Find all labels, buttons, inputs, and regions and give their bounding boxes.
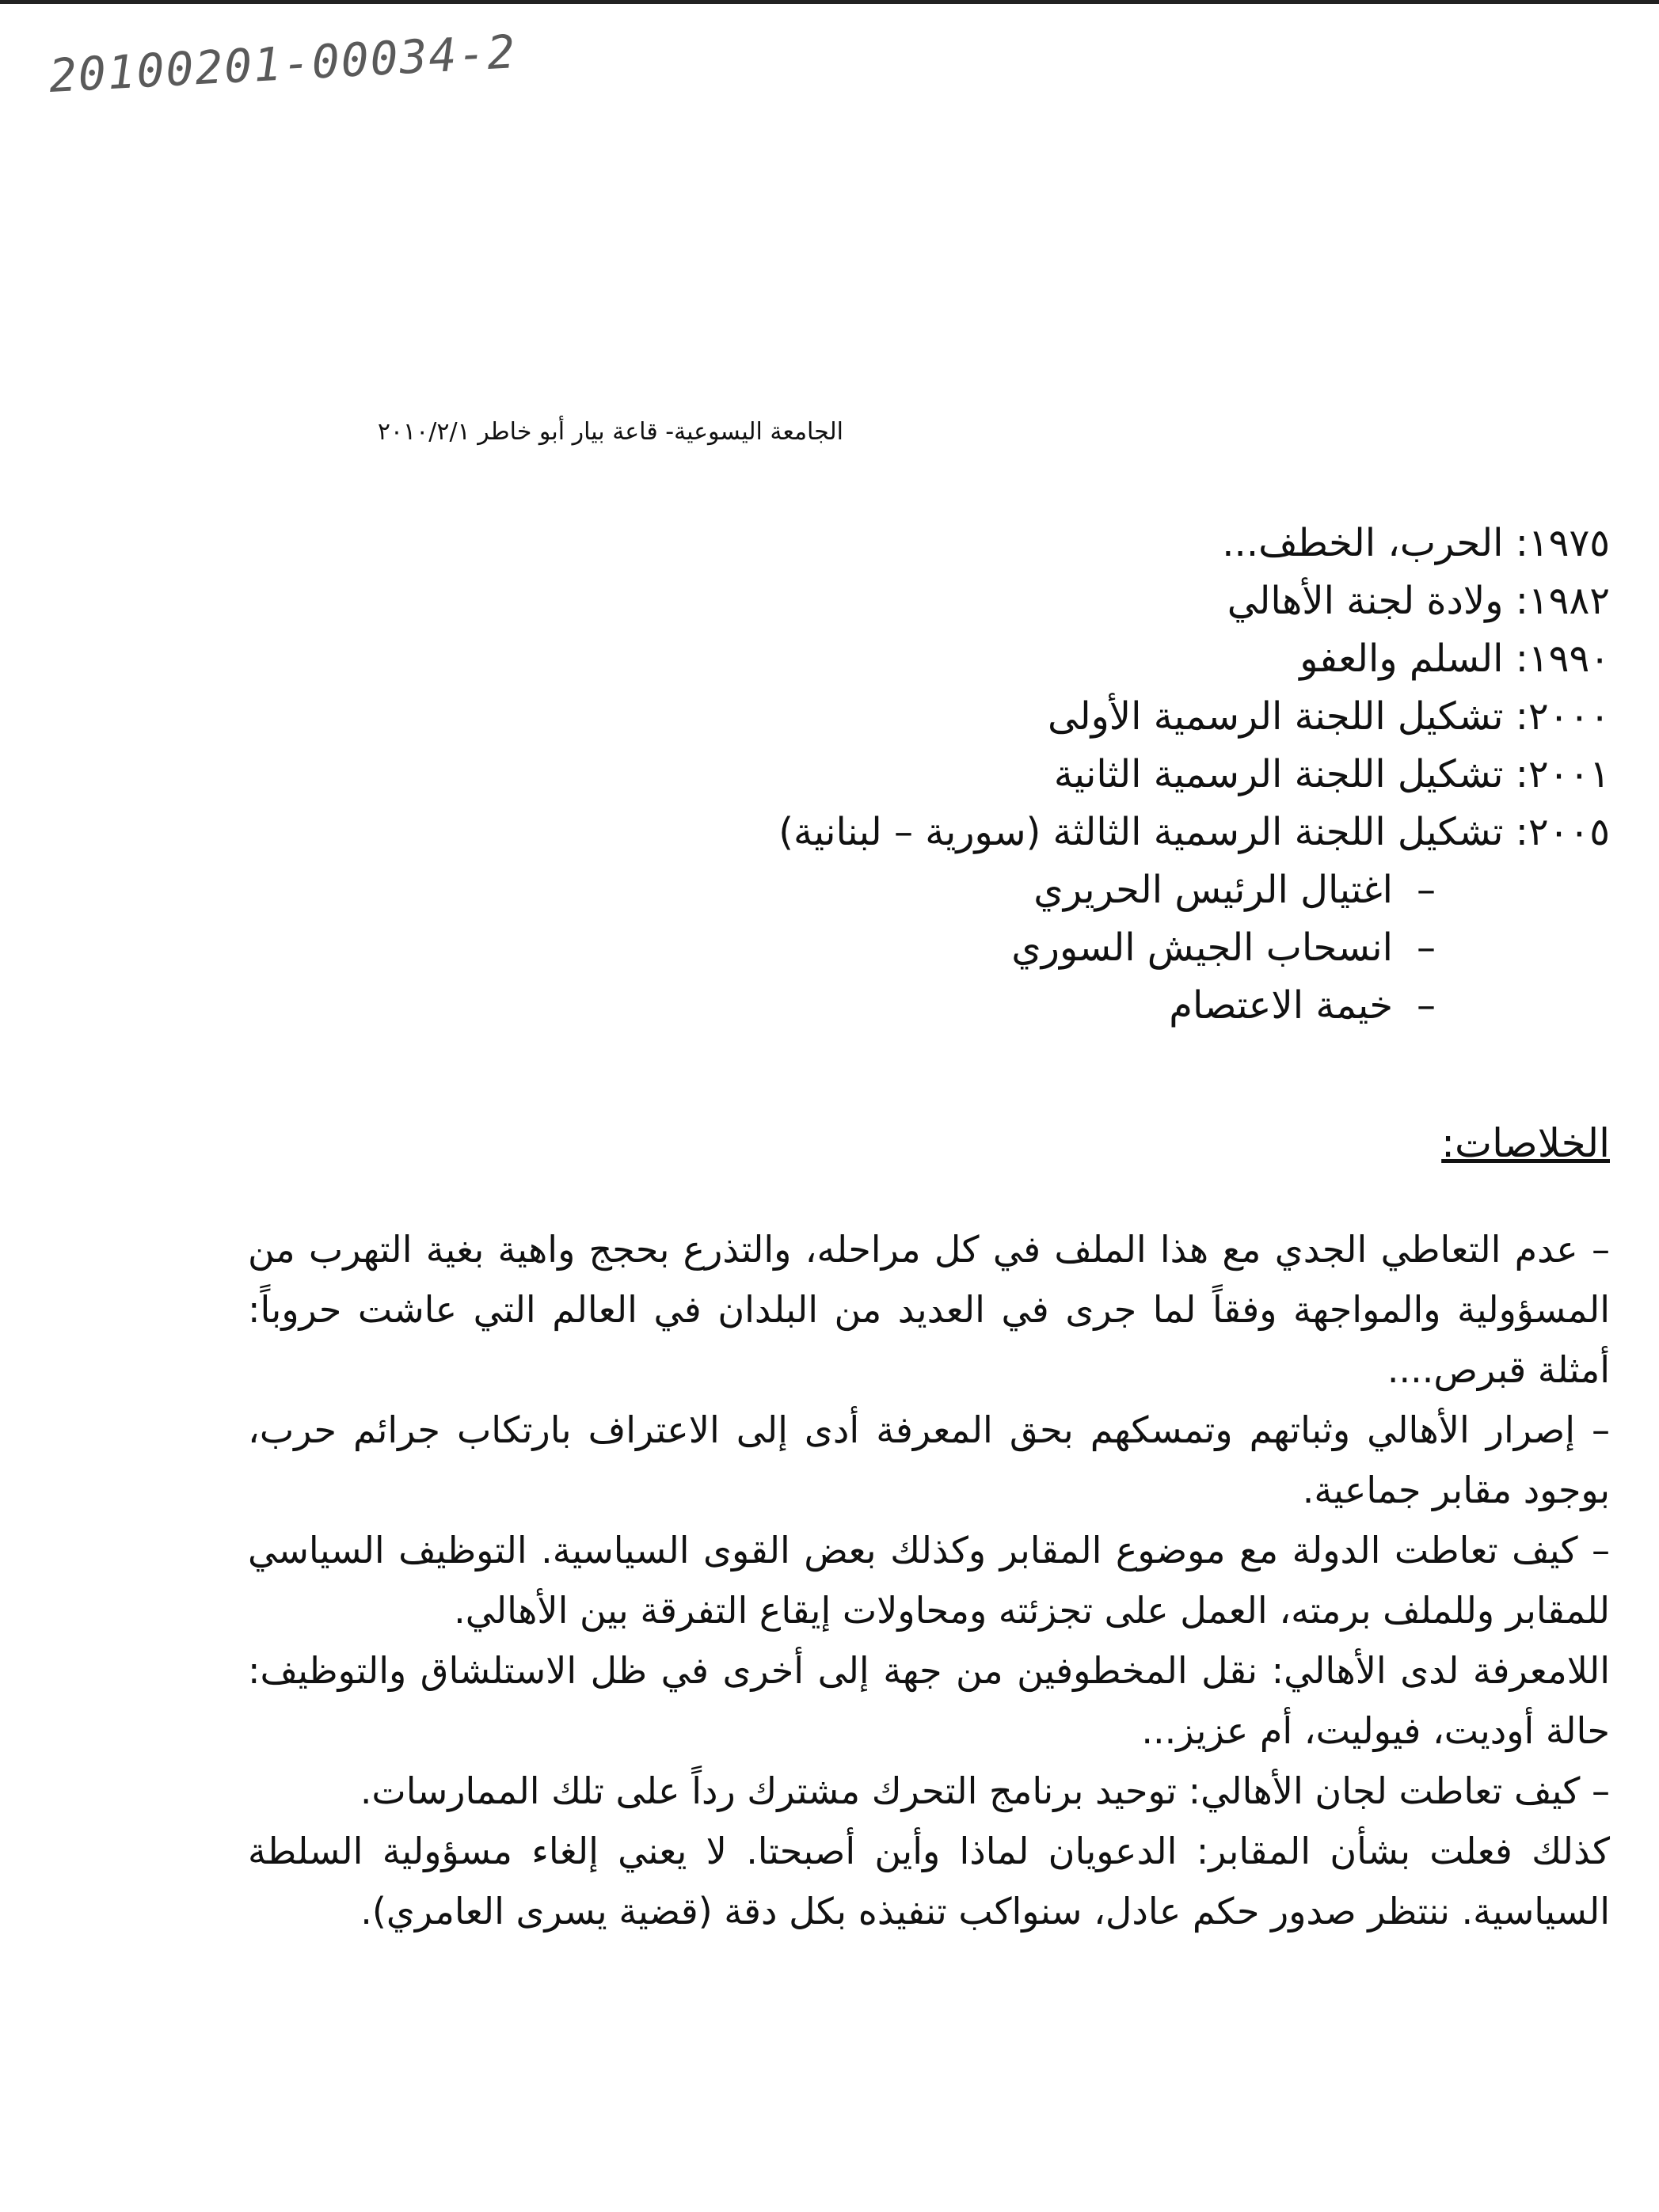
- handwritten-document-id: 20100201-00034-2: [48, 25, 518, 103]
- paragraph: كذلك فعلت بشأن المقابر: الدعويان لماذا وأين أصبحتا. لا يعني إلغاء مسؤولية السلطة السياسية. ننتظر صدور حكم عادل، سنواكب تنفيذه بكل دقة (قضية يسرى العامري).: [248, 1830, 1610, 1933]
- timeline-item: ١٩٧٥: الحرب، الخطف...: [1222, 521, 1610, 565]
- timeline-item: ١٩٨٢: ولادة لجنة الأهالي: [1227, 579, 1610, 623]
- sub-item-text: انسحاب الجيش السوري: [1011, 925, 1393, 970]
- timeline-item: ٢٠٠١: تشكيل اللجنة الرسمية الثانية: [1053, 752, 1610, 796]
- paragraph: – عدم التعاطي الجدي مع هذا الملف في كل مراحله، والتذرع بحجج واهية بغية التهرب من المسؤولية والمواجهة وفقاً لما جرى في العديد من البلدان في العالم التي عاشت حروباً: أمثلة قبرص....: [248, 1228, 1610, 1391]
- timeline-item: ١٩٩٠: السلم والعفو: [1299, 637, 1610, 681]
- timeline-sub-item: [105, 919, 1610, 977]
- sub-item-text: اغتيال الرئيس الحريري: [1033, 868, 1393, 912]
- paragraph: – إصرار الأهالي وثباتهم وتمسكهم بحق المعرفة أدى إلى الاعتراف بارتكاب جرائم حرب، بوجود مقابر جماعية.: [248, 1408, 1610, 1511]
- scan-top-border: [0, 0, 1659, 4]
- paragraph: اللامعرفة لدى الأهالي: نقل المخطوفين من جهة إلى أخرى في ظل الاستلشاق والتوظيف: حالة أوديت، فيوليت، أم عزيز...: [248, 1649, 1610, 1752]
- conclusions-body: [248, 1219, 1610, 1941]
- paragraph: – كيف تعاطت الدولة مع موضوع المقابر وكذلك بعض القوى السياسية. التوظيف السياسي للمقابر وللملف برمته، العمل على تجزئته ومحاولات إيقاع التفرقة بين الأهالي.: [248, 1529, 1610, 1632]
- dash-bullet: –: [1417, 925, 1436, 970]
- timeline-sub-item: [105, 861, 1610, 919]
- timeline-item: ٢٠٠٥: تشكيل اللجنة الرسمية الثالثة (سورية – لبنانية): [778, 810, 1610, 854]
- timeline-list: [105, 515, 1610, 1035]
- timeline-item: ٢٠٠٠: تشكيل اللجنة الرسمية الأولى: [1047, 694, 1610, 739]
- dash-bullet: –: [1417, 868, 1436, 912]
- dash-bullet: –: [1417, 983, 1436, 1028]
- paragraph: – كيف تعاطت لجان الأهالي: توحيد برنامج التحرك مشترك رداً على تلك الممارسات.: [360, 1769, 1610, 1812]
- sub-item-text: خيمة الاعتصام: [1169, 983, 1393, 1028]
- timeline-sub-item: [105, 977, 1610, 1035]
- event-header: الجامعة اليسوعية- قاعة بيار أبو خاطر ٢٠١٠/٢/١: [377, 418, 843, 446]
- conclusions-title: الخلاصات:: [1441, 1120, 1610, 1166]
